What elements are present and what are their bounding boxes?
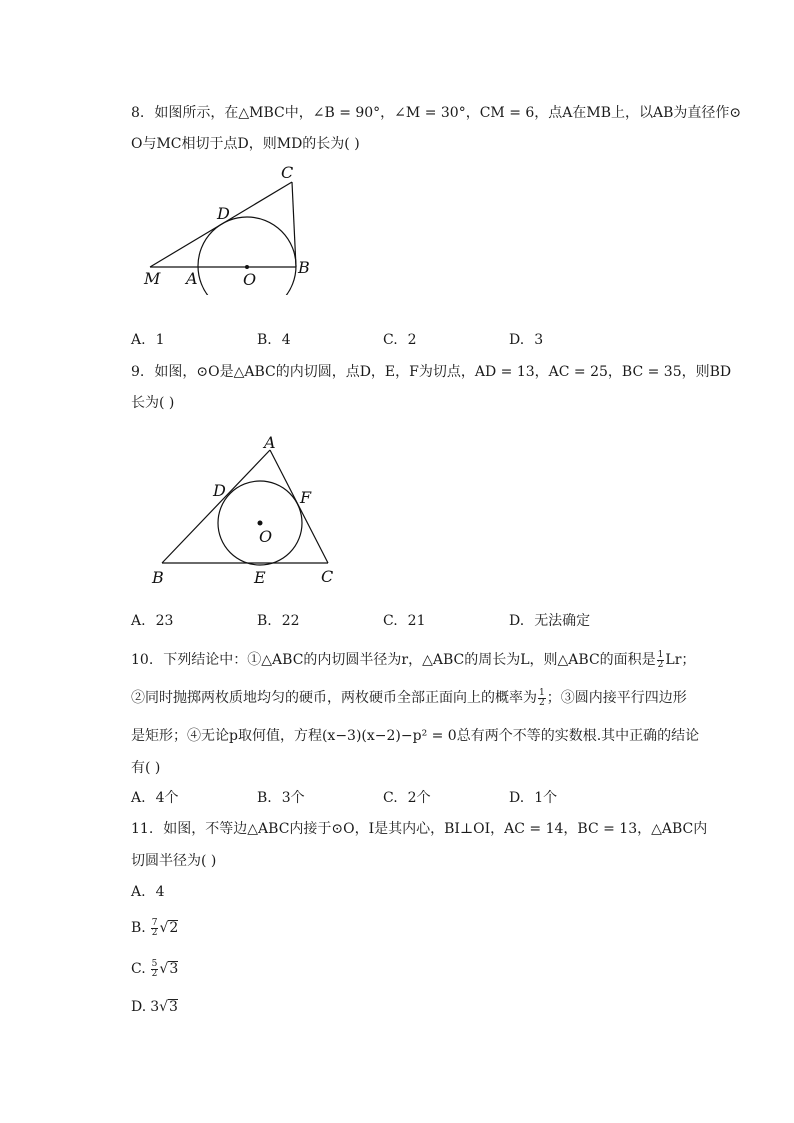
q10-text-line1b: Lr； bbox=[665, 652, 696, 668]
q9-option-c[interactable] bbox=[383, 611, 426, 631]
q8-center-dot bbox=[245, 265, 249, 269]
q8-figure bbox=[138, 160, 318, 295]
q8-option-c-label: C. bbox=[383, 332, 398, 348]
q9-label-a: A bbox=[264, 433, 276, 452]
q11-option-c[interactable] bbox=[131, 959, 178, 979]
q8-option-b-label: B. bbox=[257, 332, 272, 348]
q10-option-b-label: B. bbox=[257, 790, 272, 806]
q9-option-c-label: C. bbox=[383, 613, 398, 629]
q11-option-b-den: 2 bbox=[151, 927, 158, 938]
q9-number: 9. bbox=[131, 364, 145, 380]
q9-line2: 长为( ) bbox=[131, 395, 175, 411]
q9-option-b-label: B. bbox=[257, 613, 272, 629]
q8-option-a-label: A. bbox=[131, 332, 146, 348]
q11-option-d-radicand: 3 bbox=[169, 999, 178, 1015]
q9-option-b-text: 22 bbox=[281, 613, 300, 629]
q11-option-c-num: 5 bbox=[151, 958, 158, 969]
q10-text-line2a: ②同时抛掷两枚质地均匀的硬币，两枚硬币全部正面向上的概率为 bbox=[131, 690, 537, 706]
q8-option-b-text: 4 bbox=[281, 332, 291, 348]
q11-option-b-num: 7 bbox=[151, 917, 158, 928]
q9-figure bbox=[145, 430, 345, 590]
q11-option-c-den: 2 bbox=[151, 968, 158, 979]
q11-option-b-label: B. bbox=[131, 920, 146, 936]
q10-line1 bbox=[131, 650, 695, 670]
q8-option-b[interactable] bbox=[257, 330, 291, 350]
q9-label-d: D bbox=[213, 481, 226, 500]
q10-fraction-half-2 bbox=[538, 689, 546, 708]
q9-label-b: B bbox=[152, 568, 164, 587]
q11-option-a-label: A. bbox=[131, 884, 146, 900]
q11-option-a-text: 4 bbox=[155, 884, 165, 900]
q9-option-d-text: 无法确定 bbox=[534, 613, 591, 629]
q9-center-dot bbox=[258, 521, 263, 526]
q11-option-c-label: C. bbox=[131, 961, 146, 977]
q10-line3: 是矩形；④无论p取何值，方程(x−3)(x−2)−p² = 0总有两个不等的实数根.其中正确的结论 bbox=[131, 728, 700, 744]
q10-frac1-den: 2 bbox=[657, 659, 664, 670]
q10-option-c-text: 2个 bbox=[407, 790, 431, 806]
q9-text-line1: 如图，⊙O是△ABC的内切圆，点D，E，F为切点，AD = 13，AC = 25，BC = 35，则BD bbox=[154, 364, 732, 380]
q10-frac1-num: 1 bbox=[657, 649, 664, 660]
q8-label-m: M bbox=[144, 269, 161, 288]
q8-text-line1: 如图所示，在△MBC中，∠B = 90°，∠M = 30°，CM = 6，点A在MB上，以AB为直径作⊙ bbox=[154, 105, 742, 121]
q10-option-d[interactable] bbox=[509, 788, 557, 808]
q8-label-o: O bbox=[243, 270, 257, 289]
q11-option-c-fraction bbox=[151, 960, 159, 979]
q8-option-a-text: 1 bbox=[155, 332, 165, 348]
q8-number: 8. bbox=[131, 105, 145, 121]
q11-option-c-radicand: 3 bbox=[169, 961, 179, 977]
q8-option-d[interactable] bbox=[509, 330, 543, 350]
q8-label-d: D bbox=[217, 204, 230, 223]
q11-option-d-sqrt-sign: √ bbox=[159, 999, 169, 1015]
q10-option-a[interactable] bbox=[131, 788, 178, 808]
q11-option-b-sqrt-sign: √ bbox=[159, 920, 169, 936]
q11-line2: 切圆半径为( ) bbox=[131, 853, 217, 869]
q9-label-e: E bbox=[254, 568, 266, 587]
q8-option-d-text: 3 bbox=[534, 332, 544, 348]
q10-line2 bbox=[131, 688, 687, 708]
q10-option-b-text: 3个 bbox=[281, 790, 305, 806]
q10-fraction-half-1 bbox=[657, 651, 665, 670]
q8-label-c: C bbox=[281, 163, 294, 182]
q10-frac2-num: 1 bbox=[539, 687, 545, 698]
q10-line4: 有( ) bbox=[131, 760, 161, 776]
q11-number: 11. bbox=[131, 821, 154, 837]
q11-option-b[interactable] bbox=[131, 918, 178, 938]
q9-label-c: C bbox=[321, 567, 334, 586]
q8-label-a: A bbox=[186, 269, 198, 288]
q10-option-d-label: D. bbox=[509, 790, 525, 806]
q10-option-d-text: 1个 bbox=[534, 790, 558, 806]
q10-number: 10. bbox=[131, 652, 154, 668]
q8-line1 bbox=[131, 103, 741, 123]
q11-line1 bbox=[131, 819, 707, 839]
q9-option-b[interactable] bbox=[257, 611, 300, 631]
q11-option-d-label: D. bbox=[131, 999, 147, 1015]
q9-option-d[interactable] bbox=[509, 611, 590, 631]
q9-option-a-label: A. bbox=[131, 613, 146, 629]
q9-label-f: F bbox=[300, 488, 312, 507]
q9-option-a[interactable] bbox=[131, 611, 173, 631]
q8-option-a[interactable] bbox=[131, 330, 164, 350]
q11-option-b-radicand: 2 bbox=[169, 920, 179, 936]
q11-option-a[interactable] bbox=[131, 882, 164, 902]
q8-option-c[interactable] bbox=[383, 330, 417, 350]
q10-option-c[interactable] bbox=[383, 788, 431, 808]
q11-option-d-coef: 3 bbox=[150, 999, 160, 1015]
q9-label-o: O bbox=[259, 527, 273, 546]
q11-option-c-sqrt-sign: √ bbox=[159, 961, 169, 977]
q9-option-c-text: 21 bbox=[407, 613, 426, 629]
q10-text-line2b: ；③圆内接平行四边形 bbox=[546, 690, 687, 706]
q9-option-a-text: 23 bbox=[155, 613, 174, 629]
q10-option-a-text: 4个 bbox=[155, 790, 179, 806]
q8-option-c-text: 2 bbox=[407, 332, 417, 348]
q10-text-line1a: 下列结论中：①△ABC的内切圆半径为r，△ABC的周长为L，则△ABC的面积是 bbox=[163, 652, 656, 668]
q10-option-c-label: C. bbox=[383, 790, 398, 806]
q9-segment-ab bbox=[162, 450, 273, 563]
q11-text-line1: 如图，不等边△ABC内接于⊙O，I是其内心，BI⊥OI，AC = 14，BC = 13，△ABC内 bbox=[163, 821, 708, 837]
q8-line2: O与MC相切于点D，则MD的长为( ) bbox=[131, 136, 360, 152]
q9-line1 bbox=[131, 362, 731, 382]
q11-option-b-fraction bbox=[151, 919, 159, 938]
q8-label-b: B bbox=[298, 258, 310, 277]
q11-option-d[interactable] bbox=[131, 997, 178, 1017]
q10-option-b[interactable] bbox=[257, 788, 305, 808]
q9-option-d-label: D. bbox=[509, 613, 525, 629]
q8-option-d-label: D. bbox=[509, 332, 525, 348]
q10-frac2-den: 2 bbox=[539, 697, 545, 708]
q10-option-a-label: A. bbox=[131, 790, 146, 806]
